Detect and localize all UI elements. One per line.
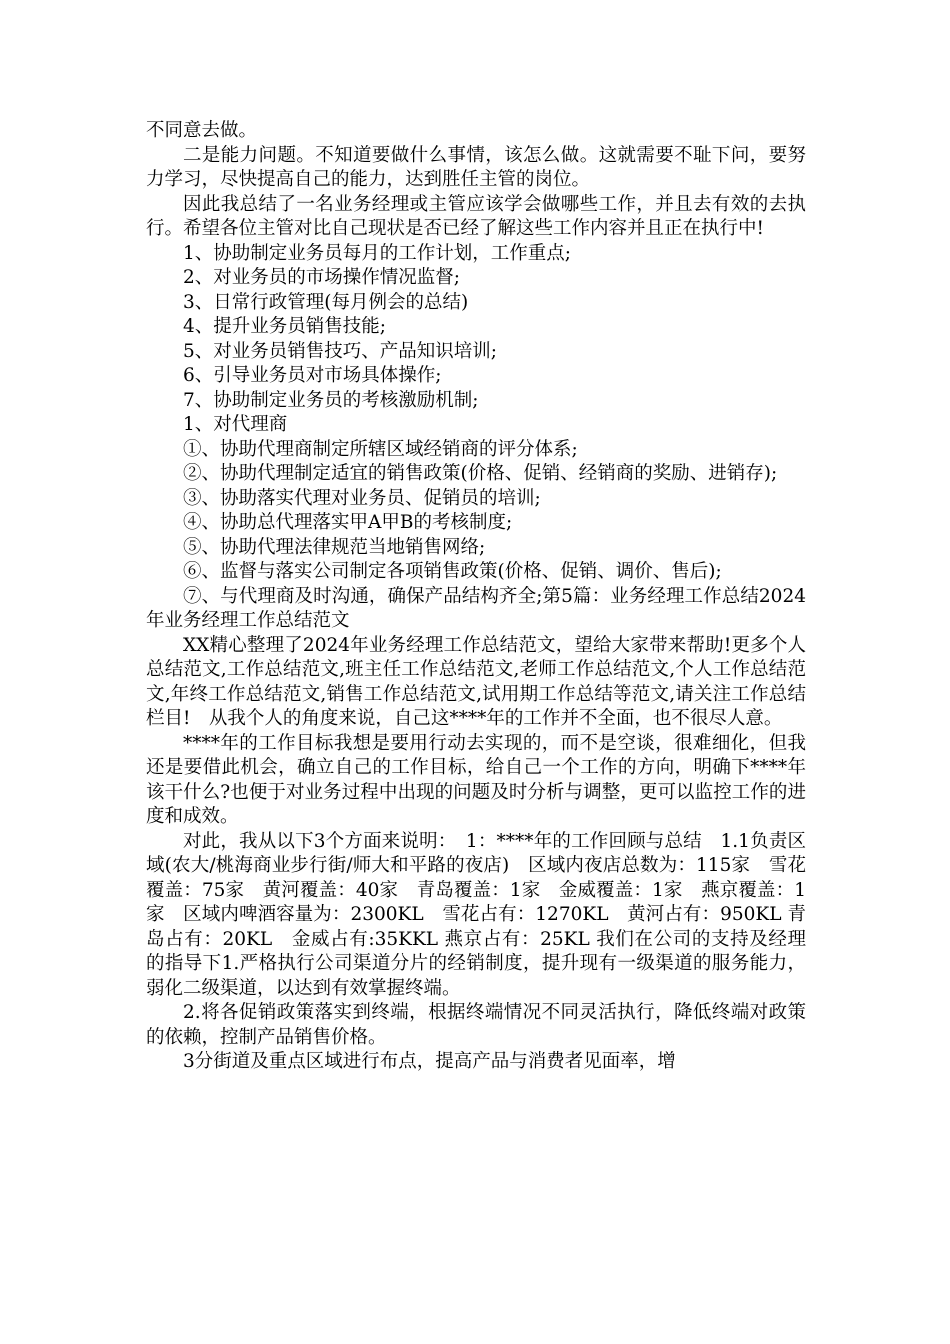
paragraph: 1、对代理商 — [183, 414, 288, 435]
paragraph: 2、对业务员的市场操作情况监督; — [183, 267, 461, 288]
paragraph: 不同意去做。 — [146, 120, 258, 141]
paragraph: ①、协助代理商制定所辖区域经销商的评分体系; — [183, 438, 578, 460]
paragraph: ④、协助总代理落实甲A甲B的考核制度; — [183, 512, 513, 533]
paragraph: ③、协助落实代理对业务员、促销员的培训; — [183, 487, 541, 509]
paragraph: XX精心整理了2024年业务经理工作总结范文，望给大家带来帮助!更多个人总结范文,工作总结范文,班主任工作总结范文,老师工作总结范文,个人工作总结范文,年终工作总结范文,销售工作总结范文,试用期工作总结等范文,请关注工作总结栏目! 从我个人的角度来说，自己这****年的工作并不全面，也不很尽人意。 — [146, 634, 806, 729]
document-body — [146, 119, 806, 1075]
paragraph: 1、协助制定业务员每月的工作计划，工作重点; — [183, 242, 572, 264]
paragraph: 3分街道及重点区域进行布点，提高产品与消费者见面率，增 — [183, 1051, 676, 1072]
paragraph: 因此我总结了一名业务经理或主管应该学会做哪些工作，并且去有效的去执行。希望各位主管对比自己现状是否已经了解这些工作内容并且正在执行中! — [146, 193, 806, 239]
paragraph: 6、引导业务员对市场具体操作; — [183, 365, 442, 386]
paragraph: ⑥、监督与落实公司制定各项销售政策(价格、促销、调价、售后); — [183, 561, 722, 582]
paragraph: 5、对业务员销售技巧、产品知识培训; — [183, 340, 498, 362]
paragraph: ②、协助代理制定适宜的销售政策(价格、促销、经销商的奖励、进销存); — [183, 463, 778, 484]
paragraph: 3、日常行政管理(每月例会的总结) — [183, 291, 469, 313]
paragraph: ⑤、协助代理法律规范当地销售网络; — [183, 536, 486, 558]
paragraph: ⑦、与代理商及时沟通，确保产品结构齐全;第5篇：业务经理工作总结2024年业务经理工作总结范文 — [146, 585, 806, 631]
paragraph: ****年的工作目标我想是要用行动去实现的，而不是空谈，很难细化，但我还是要借此机会，确立自己的工作目标，给自己一个工作的方向，明确下****年该干什么?也便于对业务过程中出现的问题及时分析与调整，更可以监控工作的进度和成效。 — [146, 732, 806, 827]
paragraph: 7、协助制定业务员的考核激励机制; — [183, 389, 479, 411]
paragraph: 对此，我从以下3个方面来说明： 1：****年的工作回顾与总结 1.1负责区域(农大/桃海商业步行街/师大和平路的夜店) 区域内夜店总数为：115家 雪花覆盖：75家 黄河覆盖：40家 青岛覆盖：1家 金威覆盖：1家 燕京覆盖：1家 区域内啤酒容量为：2300KL 雪花占有：1270KL 黄河占有：950KL 青岛占有：20KL 金威占有:35KKL 燕京占有：25KL 我们在公司的支持及经理的指导下1.严格执行公司渠道分片的经销制度，提升现有一级渠道的服务能力，弱化二级渠道，以达到有效掌握终端。 — [146, 830, 806, 999]
paragraph: 4、提升业务员销售技能; — [183, 316, 387, 337]
paragraph: 二是能力问题。不知道要做什么事情，该怎么做。这就需要不耻下问，要努力学习，尽快提高自己的能力，达到胜任主管的岗位。 — [146, 144, 806, 190]
paragraph: 2.将各促销政策落实到终端，根据终端情况不同灵活执行，降低终端对政策的依赖，控制产品销售价格。 — [146, 1002, 806, 1048]
